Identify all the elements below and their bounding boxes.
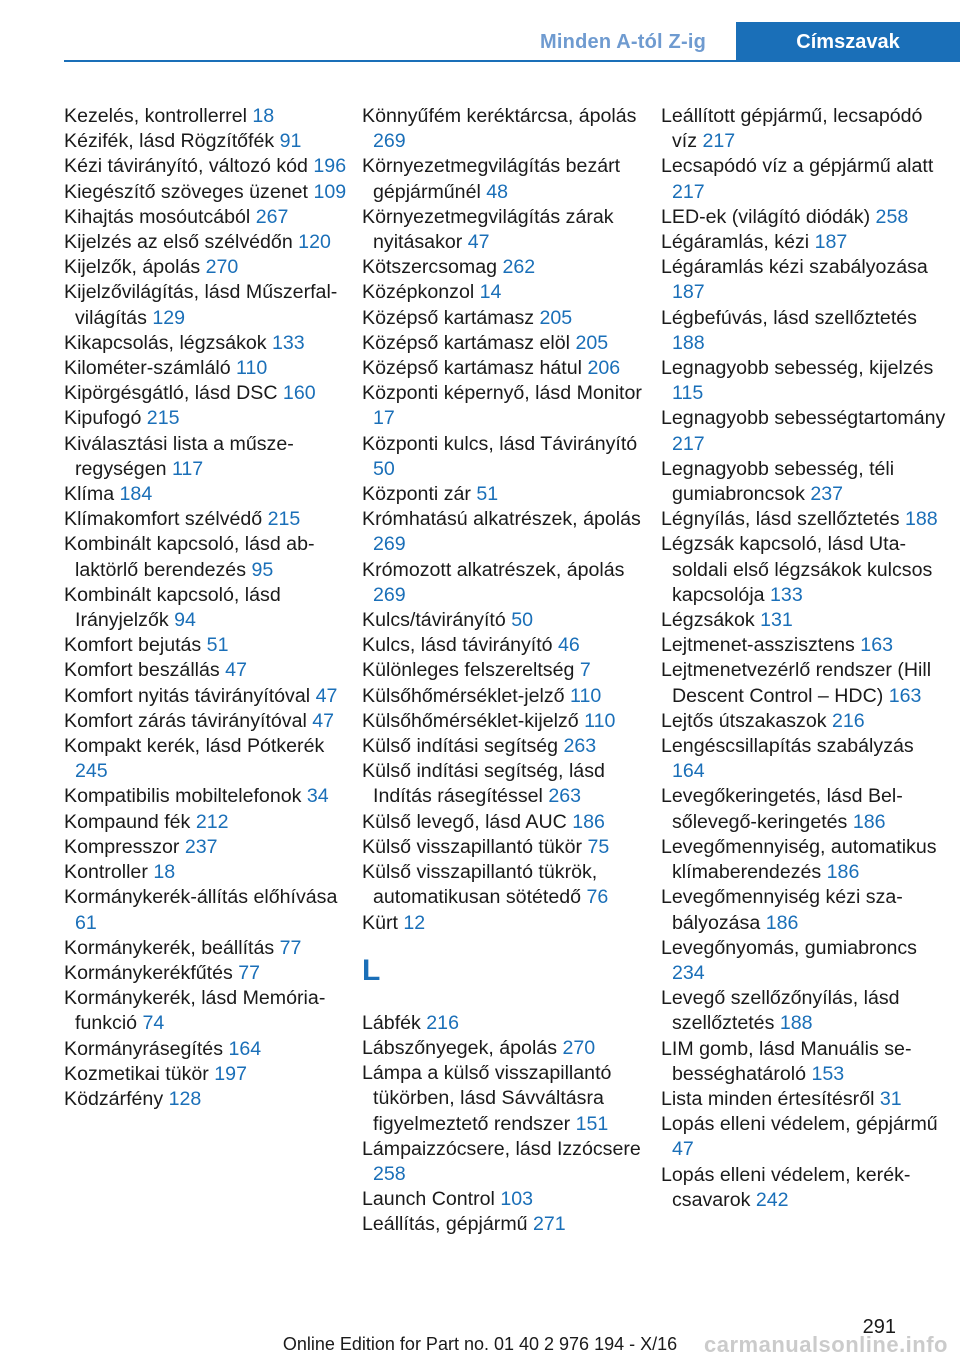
entry-page-link[interactable]: 120 <box>298 231 331 254</box>
index-entry <box>362 255 648 280</box>
index-entry <box>661 1163 947 1213</box>
entry-page-link[interactable]: 51 <box>476 483 499 506</box>
entry-page-link[interactable]: 205 <box>575 331 609 354</box>
entry-text: Legnagyobb sebesség, téli gumiabroncsok <box>661 457 895 506</box>
index-entry <box>362 835 648 860</box>
entry-page-link[interactable]: 197 <box>214 1062 247 1085</box>
entry-text: Kiválasztási lista a műszeregységen <box>64 432 294 480</box>
entry-page-link[interactable]: 76 <box>586 886 609 909</box>
entry-page-link[interactable]: 61 <box>75 911 97 934</box>
index-entry <box>362 684 648 709</box>
entry-text: Leállítás, gépjármű <box>362 1213 533 1236</box>
index-entry <box>64 633 350 658</box>
entry-page-link[interactable]: 48 <box>486 180 509 203</box>
entry-text: Lejtmenetvezérlő rendszer (Hill Descent Control – HDC) <box>661 659 932 707</box>
entry-page-link[interactable]: 245 <box>75 760 108 783</box>
entry-page-link[interactable]: 77 <box>238 961 261 984</box>
index-entry <box>64 835 350 860</box>
entry-page-link[interactable]: 115 <box>672 382 704 405</box>
entry-page-link[interactable]: 95 <box>251 558 274 581</box>
index-letter-heading: L <box>362 953 381 987</box>
index-entry <box>362 810 648 835</box>
entry-text: Légzsákok <box>661 609 761 632</box>
entry-page-link[interactable]: 237 <box>184 835 218 858</box>
entry-text: Kézifék, lásd Rögzítőfék <box>64 130 280 153</box>
section-title: Minden A-tól Z-ig <box>540 31 706 53</box>
entry-page-link[interactable]: 262 <box>502 256 536 279</box>
entry-page-link[interactable]: 109 <box>313 180 347 203</box>
entry-page-link[interactable]: 50 <box>511 609 533 632</box>
entry-text: Komfort beszállás <box>64 659 226 682</box>
index-entry <box>362 507 648 557</box>
index-entry <box>362 709 648 734</box>
index-entry <box>661 835 947 885</box>
index-entry <box>64 180 350 205</box>
index-entry <box>64 154 350 179</box>
entry-page-link[interactable]: 131 <box>760 609 793 632</box>
entry-text: Kormánykerék, lásd Memóriafunkció <box>64 987 326 1035</box>
entry-page-link[interactable]: 271 <box>533 1213 566 1236</box>
index-entry <box>362 280 648 305</box>
entry-page-link[interactable]: 103 <box>500 1188 534 1211</box>
index-entry <box>64 885 350 935</box>
entry-text: Külső indítási segítség, lásd Indítás rásegítéssel <box>362 760 605 808</box>
entry-text: Kipufogó <box>64 407 147 430</box>
index-entry <box>64 356 350 381</box>
entry-page-link[interactable]: 31 <box>879 1087 902 1110</box>
entry-text: Külsőhőmérséklet-jelző <box>362 684 571 707</box>
entry-page-link[interactable]: 128 <box>168 1087 202 1110</box>
entry-page-link[interactable]: 47 <box>225 659 247 682</box>
entry-page-link[interactable]: 153 <box>811 1062 845 1085</box>
entry-text: Leállított gépjármű, lecsapódó víz <box>661 105 923 153</box>
entry-text: Lopás elleni védelem, gépjármű <box>661 1113 938 1136</box>
index-entry <box>64 658 350 683</box>
index-entry <box>362 658 648 683</box>
entry-page-link[interactable]: 77 <box>279 936 302 959</box>
entry-text: Külsőhőmérséklet-kijelző <box>362 709 585 732</box>
entry-page-link[interactable]: 186 <box>826 861 860 884</box>
footer-edition: Online Edition for Part no. 01 40 2 976 194 - X/16 <box>282 1334 678 1354</box>
index-entry <box>362 1137 648 1187</box>
entry-text: Középkonzol <box>362 281 480 304</box>
entry-page-link[interactable]: 188 <box>672 331 705 354</box>
index-entry <box>362 1061 648 1137</box>
entry-text: Kompatibilis mobiltelefonok <box>64 785 307 808</box>
page-number: 291 <box>862 1316 896 1338</box>
entry-text: Lopás elleni védelem, kerékcsavarok <box>661 1163 911 1211</box>
index-entry <box>64 1062 350 1087</box>
entry-text: Kiegészítő szöveges üzenet <box>64 180 314 203</box>
entry-page-link[interactable]: 47 <box>672 1138 694 1161</box>
entry-page-link[interactable]: 74 <box>142 1012 165 1035</box>
index-entry <box>661 255 947 305</box>
index-entry <box>661 1112 947 1162</box>
entry-text: Központi képernyő, lásd Monitor <box>362 382 642 405</box>
index-entry <box>362 734 648 759</box>
entry-page-link[interactable]: 269 <box>373 533 406 556</box>
entry-page-link[interactable]: 14 <box>479 281 502 304</box>
entry-page-link[interactable]: 133 <box>770 583 803 606</box>
index-entry <box>661 936 947 986</box>
index-entry <box>64 280 350 330</box>
index-entry <box>64 709 350 734</box>
index-entry <box>362 911 648 936</box>
index-entry <box>64 406 350 431</box>
entry-text: Kezelés, kontrollerrel <box>64 105 253 127</box>
entry-text: Központi zár <box>362 483 477 506</box>
entry-text: Légnyílás, lásd szellőztetés <box>661 508 905 531</box>
entry-page-link[interactable]: 110 <box>570 684 602 707</box>
entry-text: Kormányrásegítés <box>64 1037 229 1060</box>
entry-page-link[interactable]: 215 <box>267 508 301 531</box>
entry-page-link[interactable]: 216 <box>426 1011 459 1034</box>
entry-page-link[interactable]: 196 <box>313 155 347 178</box>
entry-text: Krómozott alkatrészek, ápolás <box>362 558 625 581</box>
entry-text: Kompakt kerék, lásd Pótkerék <box>64 735 325 758</box>
index-entry <box>362 860 648 910</box>
entry-page-link[interactable]: 258 <box>373 1162 406 1185</box>
entry-page-link[interactable]: 18 <box>153 861 176 884</box>
entry-page-link[interactable]: 205 <box>539 306 573 329</box>
entry-text: Legnagyobb sebesség, kijelzés <box>661 357 934 380</box>
entry-text: Lejtős útszakaszok <box>661 709 832 732</box>
entry-text: Levegőmennyiség, automatikus klímaberendezés <box>661 835 937 884</box>
entry-text: Kombinált kapcsoló, lásd ablaktörlő berendezés <box>64 533 315 581</box>
entry-text: LIM gomb, lásd Manuális sebességhatároló <box>661 1037 912 1085</box>
entry-page-link[interactable]: 269 <box>373 130 406 153</box>
entry-text: Klímakomfort szélvédő <box>64 508 268 531</box>
entry-text: Kulcs/távirányító <box>362 609 512 632</box>
entry-text: Középső kartámasz <box>362 306 540 329</box>
index-entry <box>661 205 947 230</box>
index-entry <box>64 482 350 507</box>
entry-text: Komfort nyitás távirányítóval <box>64 684 316 707</box>
index-entry <box>661 104 947 154</box>
entry-page-link[interactable]: 75 <box>587 835 610 858</box>
entry-text: Kontroller <box>64 861 154 884</box>
entry-page-link[interactable]: 47 <box>467 231 490 254</box>
entry-page-link[interactable]: 186 <box>572 810 605 833</box>
entry-text: Levegőkeringetés, lásd Belsőlevegő-keringetés <box>661 785 903 833</box>
entry-text: Ködzárfény <box>64 1087 169 1110</box>
index-entry <box>661 457 947 507</box>
watermark-logo: carmanualsonline.info <box>704 1332 948 1357</box>
index-entry <box>661 633 947 658</box>
entry-text: Középső kartámasz hátul <box>362 357 588 380</box>
entry-text: Levegőmennyiség kézi szabályozása <box>661 886 903 934</box>
entry-page-link[interactable]: 7 <box>579 659 591 682</box>
entry-text: Kürt <box>362 911 404 934</box>
index-entry <box>362 331 648 356</box>
index-entry <box>661 507 947 532</box>
entry-page-link[interactable]: 187 <box>672 281 705 304</box>
entry-text: Kormánykerékfűtés <box>64 961 239 984</box>
entry-text: Levegő szellőzőnyílás, lásd szellőztetés <box>661 987 900 1035</box>
entry-page-link[interactable]: 163 <box>888 684 922 707</box>
entry-text: Kihajtás mosóutcából <box>64 205 256 228</box>
entry-page-link[interactable]: 110 <box>584 709 616 732</box>
entry-text: Lejtmenet-asszisztens <box>661 634 861 657</box>
index-entry <box>362 432 648 482</box>
index-entry <box>64 129 350 154</box>
index-entry <box>64 986 350 1036</box>
entry-text: Lengéscsillapítás szabályzás <box>661 735 914 758</box>
entry-text: Környezetmegvilágítás zárak nyitásakor <box>362 205 614 254</box>
entry-text: Lábszőnyegek, ápolás <box>362 1036 563 1059</box>
index-entry <box>64 255 350 280</box>
index-entry <box>64 381 350 406</box>
index-entry <box>64 507 350 532</box>
entry-page-link[interactable]: 17 <box>373 407 395 430</box>
entry-text: Levegőnyomás, gumiabroncs <box>661 936 917 959</box>
entry-text: Kikapcsolás, légzsákok <box>64 331 273 354</box>
entry-text: Külső visszapillantó tükör <box>362 835 588 858</box>
index-entry <box>362 104 648 154</box>
entry-text: Kijelzők, ápolás <box>64 256 206 279</box>
entry-page-link[interactable]: 258 <box>875 205 909 228</box>
entry-text: Komfort bejutás <box>64 634 207 657</box>
entry-page-link[interactable]: 216 <box>832 709 865 732</box>
index-entry <box>64 532 350 582</box>
entry-text: Lecsapódó víz a gépjármű alatt <box>661 155 934 178</box>
index-entry <box>362 1212 648 1237</box>
entry-text: Különleges felszereltség <box>362 659 580 682</box>
entry-page-link[interactable]: 186 <box>852 810 886 833</box>
entry-text: Kijelzés az első szélvédőn <box>64 231 299 254</box>
index-entry <box>661 986 947 1036</box>
entry-page-link[interactable]: 212 <box>195 810 229 833</box>
entry-text: Kormánykerék, beállítás <box>64 936 280 959</box>
entry-text: Környezetmegvilágítás bezárt gépjárműnél <box>362 155 621 203</box>
entry-page-link[interactable]: 12 <box>403 911 426 934</box>
entry-page-link[interactable]: 50 <box>373 457 395 480</box>
index-entry <box>64 784 350 809</box>
entry-page-link[interactable]: 184 <box>119 483 153 506</box>
index-entry <box>362 608 648 633</box>
index-entry <box>362 1011 648 1036</box>
entry-text: Kilométer-számláló <box>64 357 237 380</box>
entry-text: Légáramlás kézi szabályozása <box>661 256 928 279</box>
entry-page-link[interactable]: 163 <box>860 634 893 657</box>
index-entry <box>64 104 350 129</box>
page-header <box>0 0 960 62</box>
entry-page-link[interactable]: 47 <box>315 684 338 707</box>
entry-page-link[interactable]: 117 <box>171 457 204 480</box>
index-entry <box>362 1187 648 1212</box>
entry-page-link[interactable]: 188 <box>904 508 938 531</box>
entry-page-link[interactable]: 164 <box>228 1037 262 1060</box>
index-entry <box>661 658 947 708</box>
entry-page-link[interactable]: 151 <box>575 1112 609 1135</box>
entry-page-link[interactable]: 110 <box>236 357 268 380</box>
entry-text: Krómhatású alkatrészek, ápolás <box>362 508 641 531</box>
entry-page-link[interactable]: 263 <box>548 785 582 808</box>
index-entry <box>362 1036 648 1061</box>
entry-page-link[interactable]: 234 <box>672 961 705 984</box>
index-entry <box>64 734 350 784</box>
entry-page-link[interactable]: 237 <box>810 483 844 506</box>
entry-text: Kormánykerék-állítás előhívása <box>64 886 338 909</box>
index-entry <box>661 154 947 204</box>
entry-text: Légzsák kapcsoló, lásd Utasoldali első légzsákok kulcsos kapcsolója <box>661 533 933 606</box>
entry-text: LED-ek (világító diódák) <box>661 205 876 228</box>
index-entry <box>64 432 350 482</box>
entry-text: Légbefúvás, lásd szellőztetés <box>661 306 917 329</box>
index-entry <box>661 734 947 784</box>
index-entry <box>661 1037 947 1087</box>
entry-page-link[interactable]: 34 <box>306 785 329 808</box>
entry-text: Launch Control <box>362 1188 501 1211</box>
index-entry <box>64 961 350 986</box>
entry-page-link[interactable]: 160 <box>282 382 316 405</box>
entry-text: Kijelzővilágítás, lásd Műszerfal-világítás <box>64 281 338 329</box>
index-entry <box>362 381 648 431</box>
index-entry <box>64 810 350 835</box>
index-entry <box>362 558 648 608</box>
entry-page-link[interactable]: 51 <box>206 634 229 657</box>
index-entry <box>362 482 648 507</box>
entry-page-link[interactable]: 267 <box>255 205 289 228</box>
entry-page-link[interactable]: 133 <box>272 331 305 354</box>
entry-text: Központi kulcs, lásd Távirányító <box>362 432 638 455</box>
entry-page-link[interactable]: 269 <box>373 583 406 606</box>
index-entry <box>64 684 350 709</box>
index-entry <box>64 205 350 230</box>
entry-page-link[interactable]: 18 <box>252 105 275 127</box>
entry-text: Kompresszor <box>64 835 185 858</box>
index-entry <box>362 154 648 204</box>
entry-page-link[interactable]: 242 <box>755 1188 789 1211</box>
entry-text: Külső visszapillantó tükrök, automatikusan sötétedő <box>362 861 598 909</box>
index-entry <box>661 709 947 734</box>
entry-page-link[interactable]: 91 <box>279 130 302 153</box>
entry-text: Kozmetikai tükör <box>64 1062 215 1085</box>
index-entry <box>64 1087 350 1112</box>
entry-page-link[interactable]: 47 <box>312 709 335 732</box>
index-entry <box>661 356 947 406</box>
index-entry <box>64 860 350 885</box>
entry-page-link[interactable]: 217 <box>672 432 705 455</box>
index-entry <box>661 406 947 456</box>
entry-page-link[interactable]: 186 <box>765 911 799 934</box>
entry-page-link[interactable]: 164 <box>672 760 705 783</box>
index-entry <box>661 885 947 935</box>
entry-text: Kompaund fék <box>64 810 196 833</box>
index-entry <box>362 306 648 331</box>
index-entry <box>661 306 947 356</box>
index-entry <box>362 633 648 658</box>
entry-text: Lista minden értesítésről <box>661 1087 880 1110</box>
index-entry <box>661 1087 947 1112</box>
entry-page-link[interactable]: 270 <box>205 256 239 279</box>
index-column-2 <box>362 104 648 1238</box>
index-column-1 <box>64 104 350 1112</box>
index-entry <box>362 356 648 381</box>
entry-text: Klíma <box>64 483 120 506</box>
entry-text: Komfort zárás távirányítóval <box>64 709 313 732</box>
entry-text: Könnyűfém keréktárcsa, ápolás <box>362 105 637 127</box>
entry-page-link[interactable]: 94 <box>174 609 196 632</box>
entry-text: Kézi távirányító, változó kód <box>64 155 314 178</box>
entry-text: Lábfék <box>362 1011 427 1034</box>
chapter-tab: Címszavak <box>736 22 960 62</box>
entry-page-link[interactable]: 206 <box>587 357 621 380</box>
entry-page-link[interactable]: 188 <box>779 1012 813 1035</box>
index-entry <box>661 230 947 255</box>
index-entry <box>64 936 350 961</box>
entry-page-link[interactable]: 263 <box>563 735 597 758</box>
index-entry <box>64 1037 350 1062</box>
entry-page-link[interactable]: 215 <box>146 407 180 430</box>
entry-text: Lámpa a külső visszapillantó tükörben, lásd Sávváltásra figyelmeztető rendszer <box>362 1062 612 1135</box>
index-column-3 <box>661 104 947 1213</box>
entry-text: Külső levegő, lásd AUC <box>362 810 573 833</box>
entry-page-link[interactable]: 217 <box>702 130 736 153</box>
index-entry <box>661 608 947 633</box>
entry-text: Kulcs, lásd távirányító <box>362 634 559 657</box>
entry-page-link[interactable]: 187 <box>814 231 848 254</box>
index-entry <box>64 331 350 356</box>
index-entry <box>64 230 350 255</box>
entry-text: Legnagyobb sebességtartomány <box>661 407 946 430</box>
entry-text: Lámpaizzócsere, lásd Izzócsere <box>362 1137 641 1160</box>
entry-page-link[interactable]: 270 <box>562 1036 596 1059</box>
entry-page-link[interactable]: 129 <box>152 306 186 329</box>
entry-text: Külső indítási segítség <box>362 735 564 758</box>
index-entry <box>661 532 947 608</box>
entry-text: Középső kartámasz elöl <box>362 331 576 354</box>
entry-text: Kombinált kapcsoló, lásd Irányjelzők <box>64 583 281 632</box>
entry-page-link[interactable]: 217 <box>672 180 705 203</box>
entry-text: Légáramlás, kézi <box>661 231 815 254</box>
entry-text: Kipörgésgátló, lásd DSC <box>64 382 283 405</box>
index-entry <box>362 759 648 809</box>
index-entry <box>661 784 947 834</box>
index-entry <box>64 583 350 633</box>
entry-page-link[interactable]: 46 <box>558 634 580 657</box>
index-entry <box>362 205 648 255</box>
entry-text: Kötszercsomag <box>362 256 503 279</box>
